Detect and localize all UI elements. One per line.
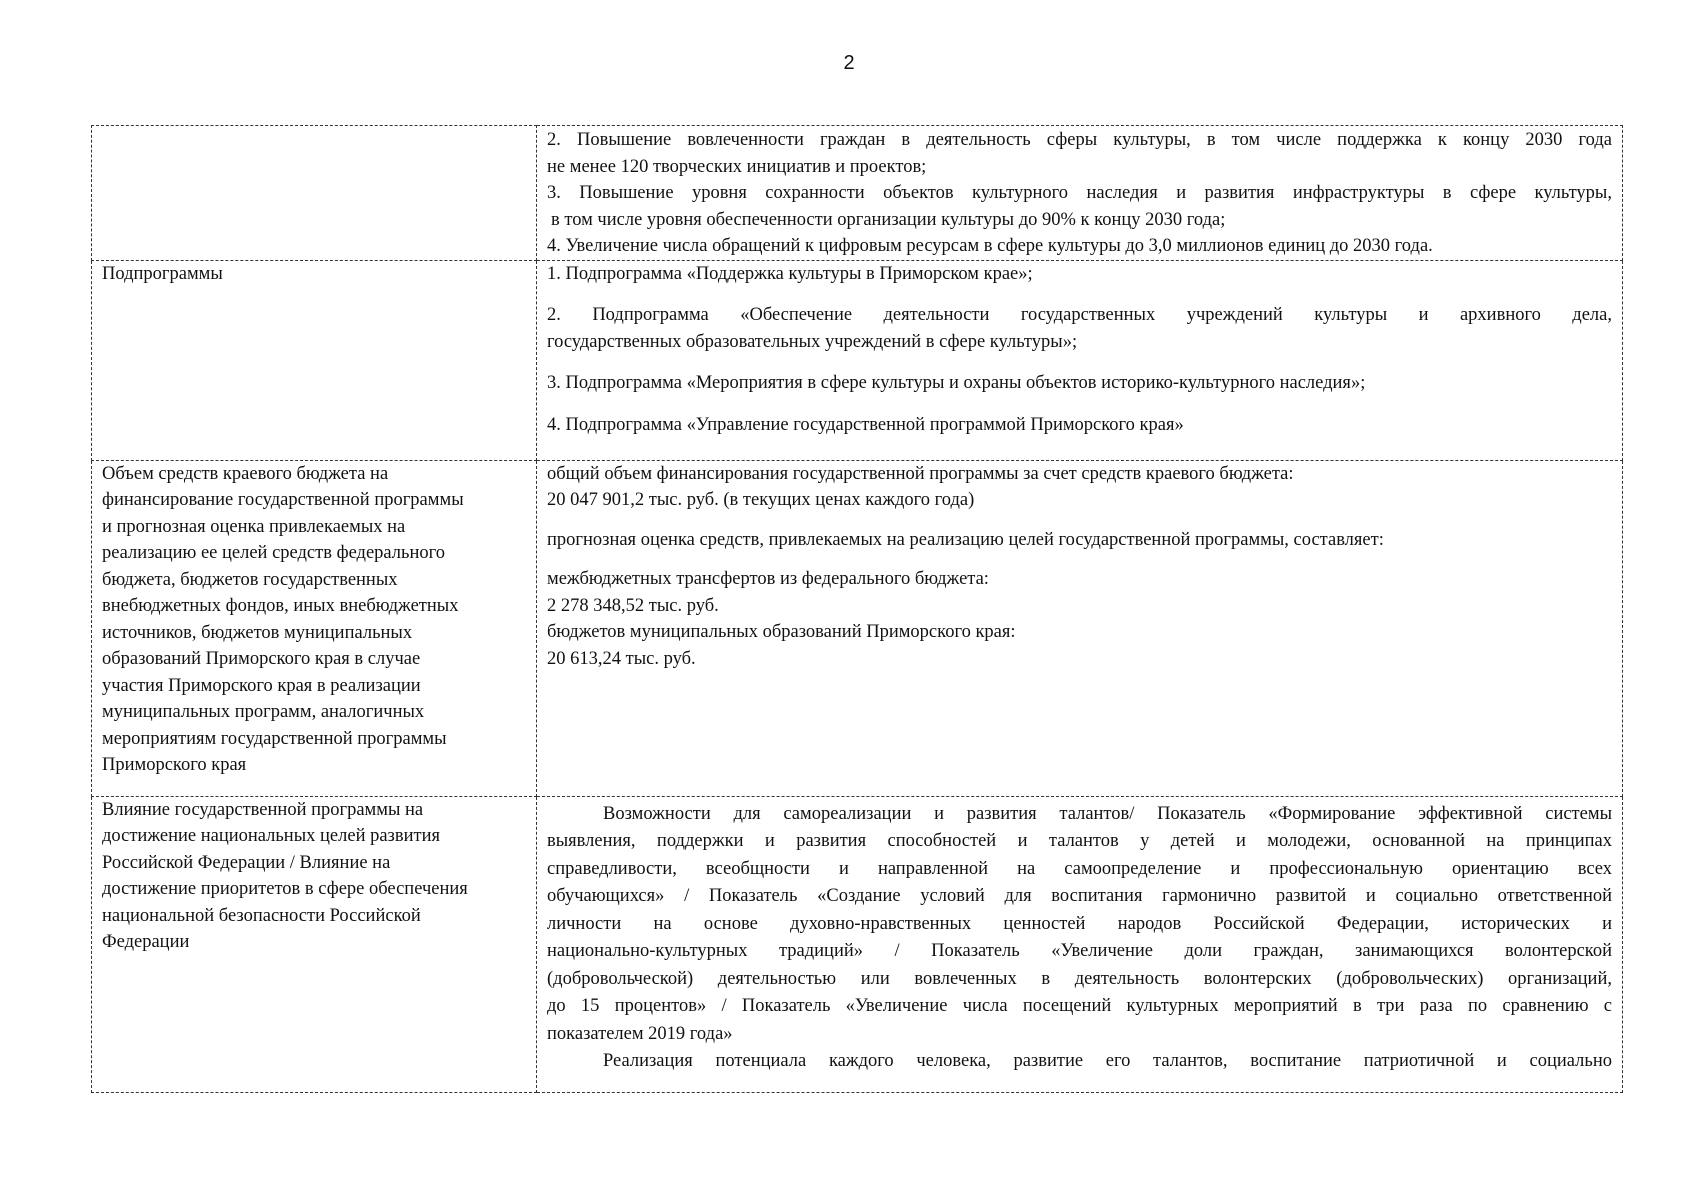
row-label-line: Приморского края — [102, 755, 247, 775]
table-row-goals — [92, 126, 1623, 261]
goal-line: 2. Повышение вовлеченности граждан в деятельность сферы культуры, в том числе поддержка к концу 2030 года — [547, 130, 1612, 150]
row-label-cell — [92, 460, 537, 796]
national-goals-line: личности на основе духовно-нравственных ценностей народов Российской Федерации, исторических и — [547, 913, 1612, 934]
federal-transfers-amount: 2 278 348,52 тыс. руб. — [547, 595, 719, 616]
row-label-line: Федерации — [102, 932, 190, 952]
budget-line: межбюджетных трансфертов из федерального бюджета: — [547, 569, 989, 589]
table-row-national-goals — [92, 796, 1623, 1092]
row-label: Подпрограммы — [102, 263, 223, 284]
row-label-line: реализацию ее целей средств федерального — [102, 543, 445, 563]
table-row-budget — [92, 460, 1623, 796]
subprogram-item: государственных образовательных учреждений в сфере культуры»; — [547, 331, 1078, 352]
goal-line: не менее 120 творческих инициатив и проектов; — [547, 156, 927, 177]
national-goals-line: до 15 процентов» / Показатель «Увеличение числа посещений культурных мероприятий в три раза по сравнению с — [547, 996, 1612, 1016]
row-label-line: национальной безопасности Российской — [102, 905, 421, 926]
row-label-cell — [92, 796, 537, 1092]
goal-line: в том числе уровня обеспеченности организации культуры до 90% к концу 2030 года; — [551, 209, 1226, 230]
row-label-line: источников, бюджетов муниципальных — [102, 622, 413, 643]
row-label-line: финансирование государственной программы — [102, 490, 464, 510]
national-goals-line: показателем 2019 года» — [547, 1023, 733, 1044]
row-label-line: бюджета, бюджетов государственных — [102, 569, 398, 590]
budget-total: 20 047 901,2 тыс. руб. (в текущих ценах каждого года) — [547, 490, 975, 510]
municipal-budget-amount: 20 613,24 тыс. руб. — [547, 648, 696, 669]
row-label-empty — [92, 126, 537, 261]
budget-line: прогнозная оценка средств, привлекаемых на реализацию целей государственной программы, составляет: — [547, 529, 1384, 550]
national-goals-content-cell — [537, 796, 1623, 1092]
table-row-subprograms — [92, 260, 1623, 460]
national-goals-line: справедливости, всеобщности и направленной на самоопределение и профессиональную ориентацию всех — [547, 858, 1612, 879]
subprogram-item: 1. Подпрограмма «Поддержка культуры в Приморском крае»; — [547, 263, 1033, 284]
row-label-line: достижение национальных целей развития — [102, 826, 440, 846]
subprograms-content-cell — [537, 260, 1623, 460]
row-label-line: Влияние государственной программы на — [102, 799, 424, 820]
national-goals-line: (добровольческой) деятельностью или вовлеченных в деятельность волонтерских (добровольческих) организаций, — [547, 968, 1612, 989]
row-label-line: участия Приморского края в реализации — [102, 675, 421, 696]
row-label-line: внебюджетных фондов, иных внебюджетных — [102, 596, 459, 616]
subprogram-item: 4. Подпрограмма «Управление государственной программой Приморского края» — [547, 414, 1184, 435]
budget-content-cell — [537, 460, 1623, 796]
row-label-line: Объем средств краевого бюджета на — [102, 463, 389, 484]
row-label-line: мероприятиям государственной программы — [102, 728, 447, 749]
goals-content-cell — [537, 126, 1623, 261]
budget-line: общий объем финансирования государственной программы за счет средств краевого бюджета: — [547, 463, 1294, 484]
row-label-line: и прогнозная оценка привлекаемых на — [102, 516, 406, 537]
row-label-line: Российской Федерации / Влияние на — [102, 852, 391, 873]
national-goals-line: Реализация потенциала каждого человека, развитие его талантов, воспитание патриотичной и социально — [603, 1051, 1612, 1071]
passport-table — [91, 125, 1623, 1093]
national-goals-line: национально-культурных традиций» / Показатель «Увеличение доли граждан, занимающихся волонтерской — [547, 941, 1612, 961]
page-number: 2 — [843, 52, 855, 74]
row-label-line: образований Приморского края в случае — [102, 649, 421, 669]
national-goals-line: обучающихся» / Показатель «Создание условий для воспитания гармонично развитой и социально ответственной — [547, 886, 1612, 906]
national-goals-line: Возможности для самореализации и развития талантов/ Показатель «Формирование эффективной системы — [603, 803, 1612, 824]
subprogram-item: 2. Подпрограмма «Обеспечение деятельности государственных учреждений культуры и архивного дела, — [547, 305, 1612, 325]
goal-line: 4. Увеличение числа обращений к цифровым ресурсам в сфере культуры до 3,0 миллионов единиц до 2030 года. — [547, 236, 1433, 256]
goal-line: 3. Повышение уровня сохранности объектов культурного наследия и развития инфраструктуры в сфере культуры, — [547, 183, 1612, 203]
row-label-cell — [92, 260, 537, 460]
row-label-line: достижение приоритетов в сфере обеспечения — [102, 879, 468, 899]
subprogram-item: 3. Подпрограмма «Мероприятия в сфере культуры и охраны объектов историко-культурного наследия»; — [547, 373, 1366, 393]
national-goals-line: выявления, поддержки и развития способностей и талантов у детей и молодежи, основанной на принципах — [547, 831, 1612, 851]
budget-line: бюджетов муниципальных образований Приморского края: — [547, 622, 1016, 642]
row-label-line: муниципальных программ, аналогичных — [102, 702, 425, 722]
